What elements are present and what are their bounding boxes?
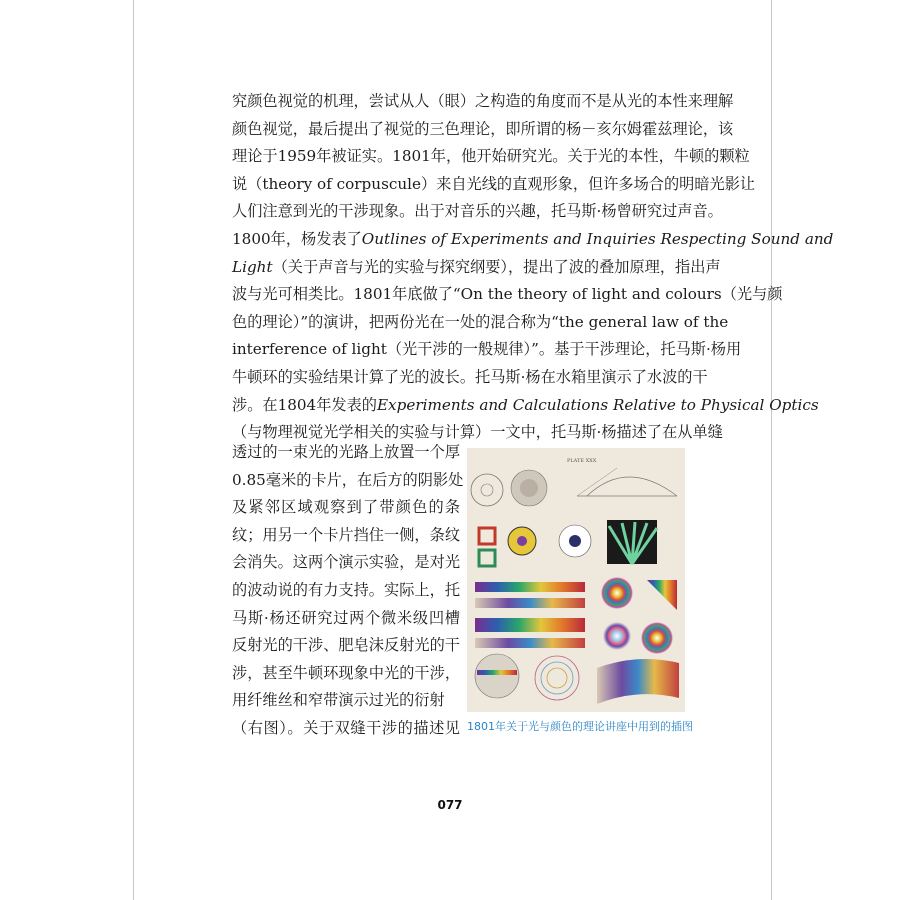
text-line: 牛顿环的实验结果计算了光的波长。托马斯·杨在水箱里演示了水波的干 [232, 367, 708, 386]
text-segment: 涉。在1804年发表的 [232, 395, 377, 414]
body-text-narrow [232, 439, 464, 743]
text-line: interference of light（光干涉的一般规律）”。基于干涉理论，托马斯·杨用 [232, 340, 742, 359]
text-line: 会消失。这两个演示实验，是对光 [232, 553, 460, 572]
text-line: 马斯·杨还研究过两个微米级凹槽 [232, 608, 460, 627]
text-line: 纹；用另一个卡片挡住一侧，条纹 [232, 525, 460, 544]
text-line: 人们注意到光的干涉现象。出于对音乐的兴趣，托马斯·杨曾研究过声音。 [232, 202, 723, 221]
page-number: 077 [437, 798, 463, 812]
italic-title: Experiments and Calculations Relative to Physical Optics [376, 395, 819, 414]
text-segment: 1800年，杨发表了 [232, 229, 362, 248]
text-line: 涉，甚至牛顿环现象中光的干涉， [232, 663, 460, 682]
italic-title: Light [232, 257, 273, 276]
text-line [232, 226, 834, 254]
text-line: 0.85毫米的卡片，在后方的阴影处 [232, 470, 464, 489]
text-line: （与物理视觉光学相关的实验与计算）一文中，托马斯·杨描述了在从单缝 [232, 423, 723, 442]
text-line: 及紧邻区域观察到了带颜色的条 [232, 498, 460, 517]
text-line: 说（theory of corpuscule）来自光线的直观形象，但许多场合的明暗光影让 [232, 174, 756, 193]
text-line: 究颜色视觉的机理，尝试从人（眼）之构造的角度而不是从光的本性来理解 [232, 92, 734, 110]
italic-title: Outlines of Experiments and Inquiries Respecting Sound and [361, 229, 834, 248]
text-line: 的波动说的有力支持。实际上，托 [232, 580, 460, 599]
text-line [232, 392, 819, 420]
text-line: 用纤维丝和窄带演示过光的衍射 [232, 691, 445, 710]
text-line: （右图）。关于双缝干涉的描述见 [232, 718, 460, 737]
figure-caption: 1801年关于光与颜色的理论讲座中用到的插图 [467, 720, 693, 733]
plate-illustration [467, 448, 685, 712]
text-line [232, 254, 721, 282]
text-line: 色的理论）”的演讲，把两份光在一处的混合称为“the general law of the [232, 312, 729, 331]
text-line: 理论于1959年被证实。1801年，他开始研究光。关于光的本性，牛顿的颗粒 [232, 147, 750, 166]
text-line: 反射光的干涉、肥皂沫反射光的干 [232, 636, 460, 655]
text-line: 透过的一束光的光路上放置一个厚 [232, 443, 460, 461]
text-line: 颜色视觉，最后提出了视觉的三色理论，即所谓的杨－亥尔姆霍兹理论，该 [232, 119, 734, 138]
plate-label: PLATE XXX [567, 458, 597, 464]
body-text [232, 88, 834, 447]
text-segment: （关于声音与光的实验与探究纲要），提出了波的叠加原理，指出声 [272, 257, 721, 276]
text-line: 波与光可相类比。1801年底做了“On the theory of light and colours（光与颜 [232, 285, 783, 304]
